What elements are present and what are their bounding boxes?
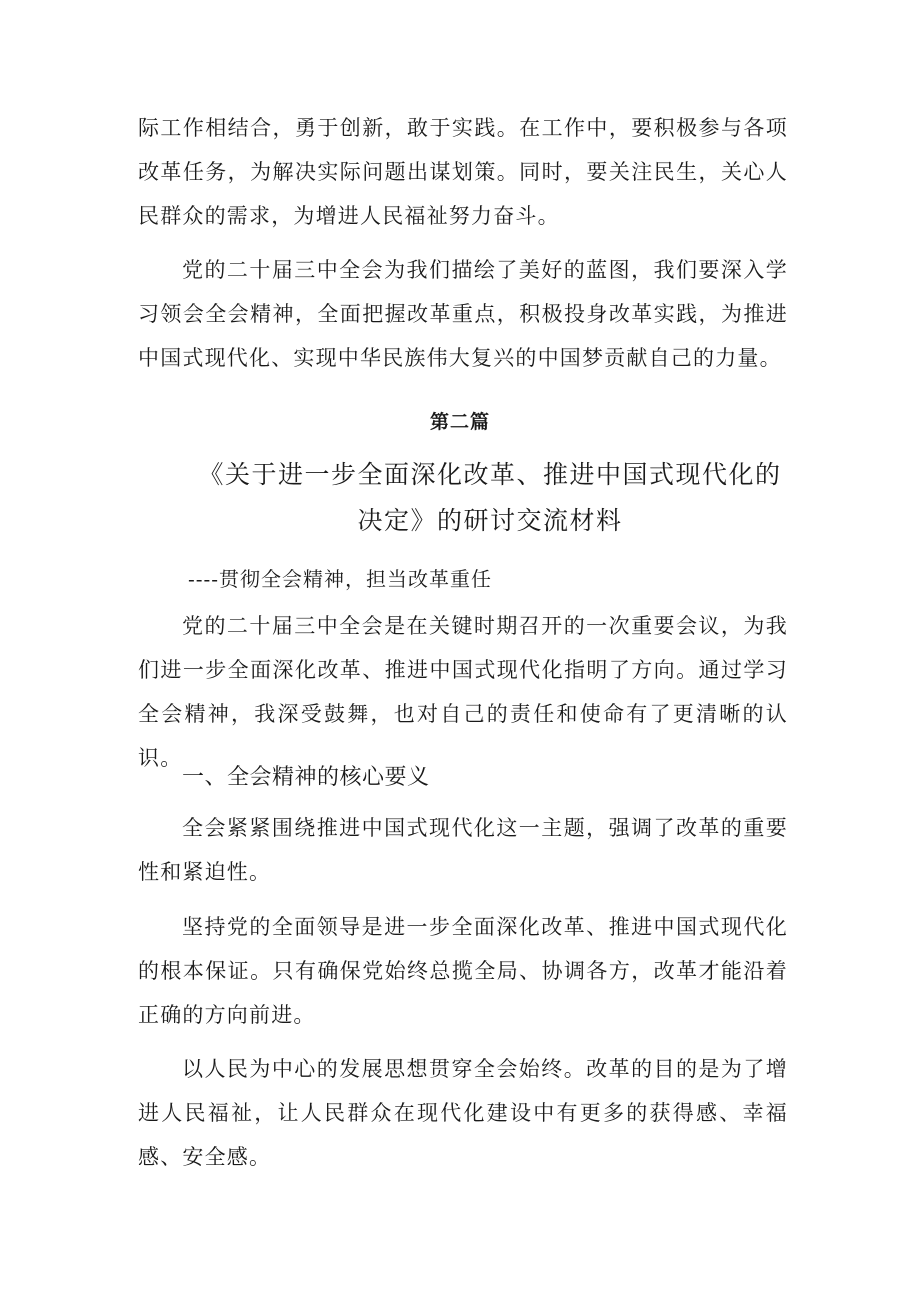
- section-heading: 一、全会精神的核心要义: [182, 765, 430, 790]
- body-paragraph: 以人民为中心的发展思想贯穿全会始终。改革的目的是为了增进人民福祉，让人民群众在现代化建设中有更多的获得感、幸福感、安全感。: [138, 1057, 788, 1169]
- continued-paragraph: 际工作相结合，勇于创新，敢于实践。在工作中，要积极参与各项改革任务，为解决实际问题出谋划策。同时，要关注民生，关心人民群众的需求，为增进人民福祉努力奋斗。: [138, 116, 788, 228]
- intro-paragraph: 党的二十届三中全会是在关键时期召开的一次重要会议，为我们进一步全面深化改革、推进中国式现代化指明了方向。通过学习全会精神，我深受鼓舞，也对自己的责任和使命有了更清晰的认识。: [138, 614, 788, 770]
- body-paragraph: 全会紧紧围绕推进中国式现代化这一主题，强调了改革的重要性和紧迫性。: [138, 816, 788, 884]
- section-label: 第二篇: [429, 411, 490, 433]
- closing-paragraph: 党的二十届三中全会为我们描绘了美好的蓝图，我们要深入学习领会全会精神，全面把握改革重点，积极投身改革实践，为推进中国式现代化、实现中华民族伟大复兴的中国梦贡献自己的力量。: [138, 258, 788, 370]
- body-paragraph: 坚持党的全面领导是进一步全面深化改革、推进中国式现代化的根本保证。只有确保党始终总揽全局、协调各方，改革才能沿着正确的方向前进。: [138, 915, 788, 1027]
- document-title: 《关于进一步全面深化改革、推进中国式现代化的决定》的研讨交流材料: [198, 460, 782, 535]
- document-subtitle: ----贯彻全会精神，担当改革重任: [188, 567, 493, 591]
